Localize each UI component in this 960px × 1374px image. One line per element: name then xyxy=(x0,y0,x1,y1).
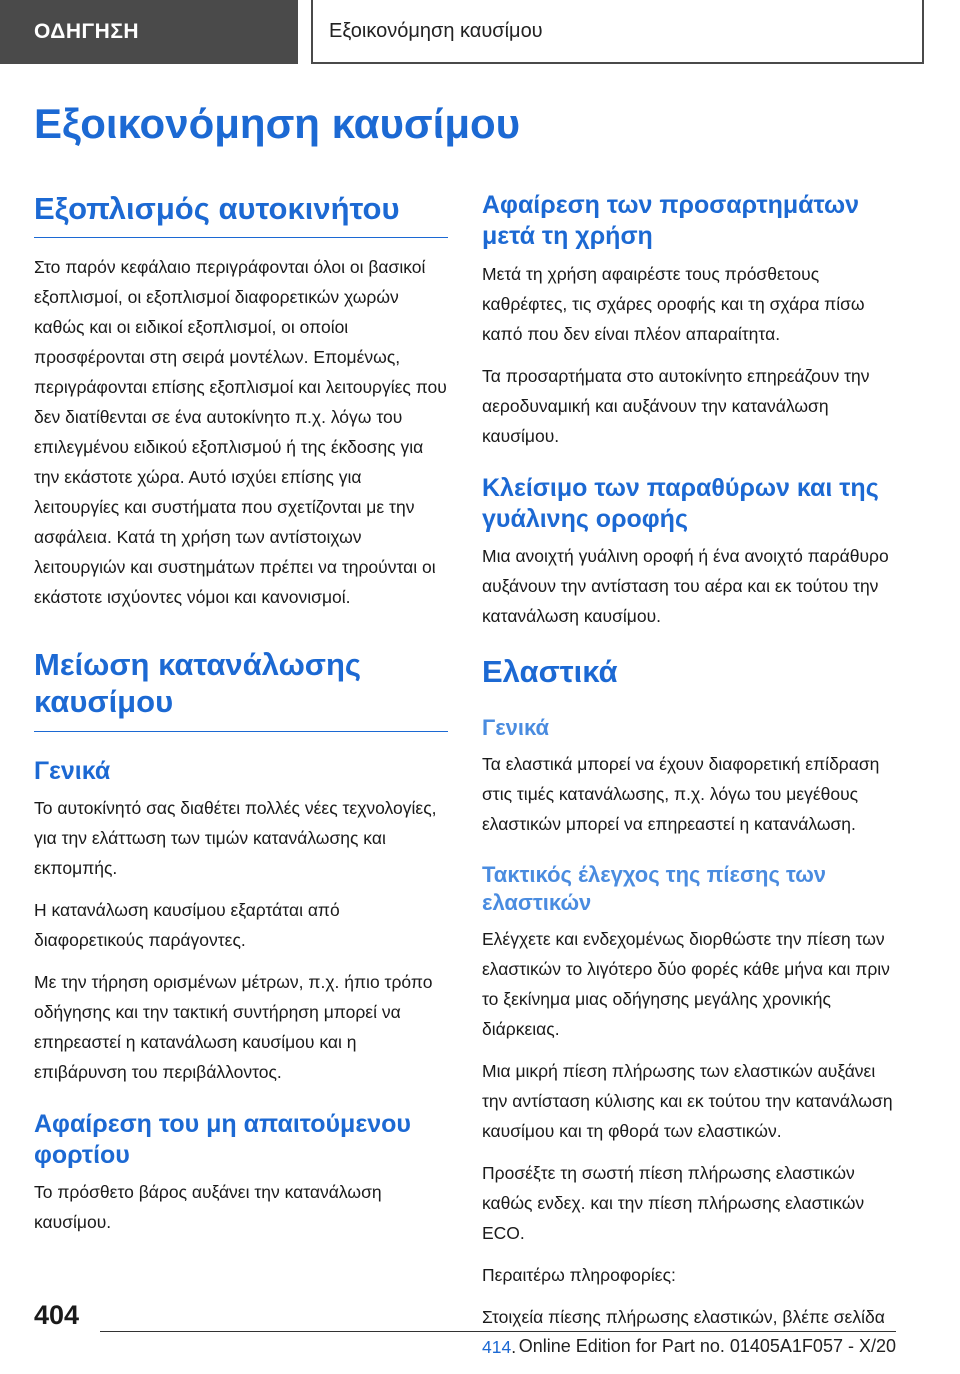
heading-equipment: Εξοπλισμός αυτοκινήτου xyxy=(34,190,448,238)
heading-tires-general: Γενικά xyxy=(482,715,550,741)
pressure-p3: Προσέξτε τη σωστή πίεση πλήρωσης ελαστικών καθώς ενδεχ. και την πίεση πλήρωσης ελαστικών ECO. xyxy=(482,1162,865,1243)
page-header xyxy=(0,0,960,64)
heading-tires: Ελαστικά xyxy=(482,654,618,689)
right-column xyxy=(482,190,896,1374)
pressure-p2: Μια μικρή πίεση πλήρωσης των ελαστικών αυξάνει την αντίσταση κύλισης και εκ τούτου την κατανάλωση καυσίμου και τη φθορά των ελαστικών. xyxy=(482,1060,893,1141)
reduce-p1: Το αυτοκίνητό σας διαθέτει πολλές νέες τεχνολογίες, για την ελάττωση των τιμών κατανάλωσης και εκπομπής. xyxy=(34,797,437,878)
page-number: 404 xyxy=(34,1300,80,1330)
pressure-p4: Περαιτέρω πληροφορίες: xyxy=(482,1264,676,1285)
windows-text: Μια ανοιχτή γυάλινη οροφή ή ένα ανοιχτό παράθυρο αυξάνουν την αντίσταση του αέρα και εκ τούτου την κατανάλωση καυσίμου. xyxy=(482,546,889,626)
attachments-p1: Μετά τη χρήση αφαιρέστε τους πρόσθετους καθρέφτες, τις σχάρες οροφής και τη σχάρα πίσω καπό που δεν είναι πλέον απαραίτητα. xyxy=(482,263,865,344)
equipment-text: Στο παρόν κεφάλαιο περιγράφονται όλοι οι βασικοί εξοπλισμοί, οι εξοπλισμοί διαφορετικών χωρών καθώς και οι ειδικοί εξοπλισμοί, οι οποίοι προσφέρονται στη σειρά μοντέλων. Επομένως, περιγράφονται επίσης εξοπλισμοί και λειτουργίες που δεν διατίθενται σε ένα αυτοκίνητο π.χ. λόγω του επιλεγμένου ειδικού εξοπλισμού ή της έκδοσης για την εκάστοτε χώρα. Αυτό ισχύει επίσης για λειτουργίες και συστήματα που σχετίζονται με την ασφάλεια. Κατά τη χρήση των αντίστοιχων λειτουργιών και συστημάτων πρέπει να τηρούνται οι εκάστοτε ισχύοντες νόμοι και κανονισμοί. xyxy=(34,257,447,608)
footer-divider xyxy=(100,1331,896,1332)
section-tab: ΟΔΗΓΗΣΗ xyxy=(0,0,298,64)
tires-general-text: Τα ελαστικά μπορεί να έχουν διαφορετική επίδραση στις τιμές κατανάλωσης, π.χ. λόγω του μεγέθους ελαστικών μπορεί να επηρεαστεί η κατανάλωση. xyxy=(482,753,880,834)
heading-tire-pressure: Τακτικός έλεγχος της πίεσης των ελαστικών xyxy=(482,861,827,916)
reduce-p2: Η κατανάλωση καυσίμου εξαρτάται από διαφορετικούς παράγοντες. xyxy=(34,899,340,950)
heading-remove-load: Αφαίρεση του μη απαιτούμενου φορτίου xyxy=(34,1109,411,1170)
heading-windows: Κλείσιμο των παραθύρων και της γυάλινης οροφής xyxy=(482,473,879,533)
load-text: Το πρόσθετο βάρος αυξάνει την κατανάλωση καυσίμου. xyxy=(34,1182,382,1233)
page-link-414[interactable]: 414 xyxy=(482,1336,512,1357)
heading-reduce-consumption: Μείωση κατανάλωσης καυσίμου xyxy=(34,646,448,731)
reduce-p3: Με την τήρηση ορισμένων μέτρων, π.χ. ήπιο τρόπο οδήγησης και την τακτική συντήρηση μπορεί να επηρεαστεί η κατανάλωση καυσίμου και η επιβάρυνση του περιβάλλοντος. xyxy=(34,971,433,1082)
pressure-p5-end: . xyxy=(511,1336,517,1357)
left-column xyxy=(34,190,448,1249)
pressure-p1: Ελέγχετε και ενδεχομένως διορθώστε την πίεση των ελαστικών το λιγότερο δύο φορές κάθε μήνα και πριν το ξεκίνημα μιας οδήγησης μεγάλης χρονικής διάρκειας. xyxy=(482,928,890,1039)
heading-general: Γενικά xyxy=(34,756,111,785)
heading-attachments: Αφαίρεση των προσαρτημάτων μετά τη χρήση xyxy=(482,191,860,251)
page-title: Εξοικονόμηση καυσίμου xyxy=(34,100,521,147)
pressure-p5-text: Στοιχεία πίεσης πλήρωσης ελαστικών, βλέπε σελίδα xyxy=(482,1306,885,1327)
subsection-tab: Εξοικονόμηση καυσίμου xyxy=(311,0,924,64)
footer-edition: Online Edition for Part no. 01405A1F057 - X/20 xyxy=(518,1336,896,1356)
attachments-p2: Τα προσαρτήματα στο αυτοκίνητο επηρεάζουν την αεροδυναμική και αυξάνουν την κατανάλωση καυσίμου. xyxy=(482,365,870,446)
